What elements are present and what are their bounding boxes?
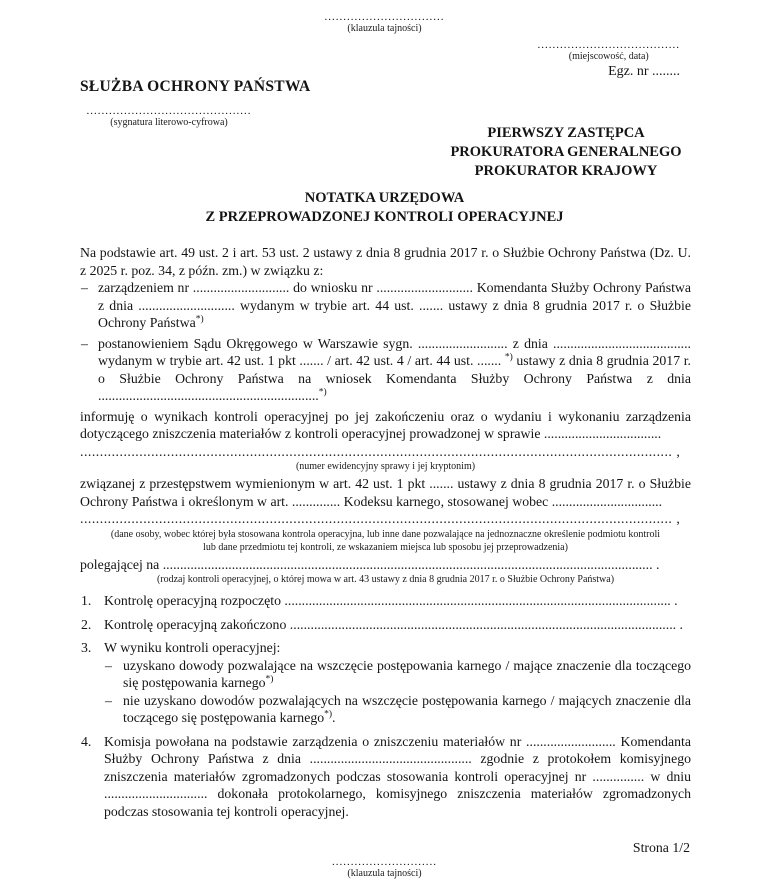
subject-fill-line: ...................................................................................................................................................... ,: [80, 511, 681, 526]
case-number-caption: (numer ewidencyjny sprawy i jej kryptonim): [295, 461, 476, 472]
document-title: [0, 189, 769, 227]
footnote-marker: *): [318, 387, 327, 398]
place-date-caption: (miejscowość, data): [568, 51, 649, 62]
signature-caption: (sygnatura literowo-cyfrowa): [110, 117, 228, 128]
footnote-marker: *): [504, 352, 513, 363]
signature-fill-line: ............................................: [86, 105, 252, 117]
document-title-line1: NOTATKA URZĘDOWA: [304, 190, 465, 206]
secrecy-fill-line: ................................: [324, 11, 445, 23]
court-decision-text-b: ustawy z dnia 8 grudnia 2017 r. o Służbie Ochrony Państwa na wniosek Komendanta Służby Ochrony Państwa z dnia: [98, 353, 691, 386]
dash-marker: –: [81, 280, 88, 295]
subject-caption-line2: lub dane przedmiotu tej kontroli, ze wskazaniem miejsca lub sposobu jej przeprowadzenia): [203, 541, 568, 553]
result-option-evidence: [104, 657, 691, 692]
addressee-line: PIERWSZY ZASTĘPCA: [487, 125, 645, 141]
document-body: [80, 244, 691, 820]
numbered-item-start: [80, 592, 691, 610]
subject-caption-line1: (dane osoby, wobec której była stosowana kontrola operacyjna, lub inne dane pozwalające na jednoznaczne określenie podmiotu kontroli: [110, 528, 661, 540]
item-number: 2.: [81, 616, 92, 632]
footnote-marker: *): [324, 709, 333, 720]
numbered-item-results: [80, 639, 691, 727]
item-start-text: Kontrolę operacyjną rozpoczęto ................................................................................................................ .: [104, 593, 678, 608]
place-date-block: [538, 40, 681, 63]
document-title-line2: Z PRZEPROWADZONEJ KONTROLI OPERACYJNEJ: [205, 209, 564, 225]
dash-marker: –: [105, 657, 112, 673]
item-results-text: W wyniku kontroli operacyjnej:: [104, 640, 281, 655]
page-number: Strona 1/2: [632, 840, 690, 855]
control-type-paragraph: polegającej na .............................................................................................................................................. .: [80, 556, 660, 572]
item-number: 3.: [81, 640, 92, 655]
item-number: 4.: [81, 733, 92, 749]
result-option-evidence-text: uzyskano dowody pozwalające na wszczęcie postępowania karnego / mające znaczenie dla toczącego się postępowania karnego: [123, 657, 691, 690]
sentence-period: .: [332, 710, 336, 725]
numbered-item-end: [80, 616, 691, 634]
result-option-no-evidence: [104, 692, 691, 727]
court-decision-text-a: postanowieniem Sądu Okręgowego w Warszawie sygn. .......................... z dnia ........................................ wydanym w trybie art. 42 ust. 1 pkt ....... / art. 42 ust. 4 / art. 44 ust. .......: [98, 335, 691, 368]
crime-paragraph: związanej z przestępstwem wymienionym w art. 42 ust. 1 pkt ....... ustawy z dnia 8 grudnia 2017 r. o Służbie Ochrony Państwa i określonym w art. .............. Kodeksu karnego, stosowanej wobec ................................: [80, 476, 691, 509]
item-end-text: Kontrolę operacyjną zakończono ................................................................................................................ .: [104, 616, 684, 632]
list-item-court-decision: [80, 335, 691, 405]
control-type-caption: (rodzaj kontroli operacyjnej, o której mowa w art. 43 ustawy z dnia 8 grudnia 2017 r. o Służbie Ochrony Państwa): [156, 574, 615, 585]
addressee-line: PROKURATORA GENERALNEGO: [450, 144, 682, 160]
secrecy-fill-line: ............................: [332, 856, 437, 868]
legal-basis-paragraph: Na podstawie art. 49 ust. 2 i art. 53 ust. 2 ustawy z dnia 8 grudnia 2017 r. o Służbie Ochrony Państwa (Dz. U. z 2025 r. poz. 34, z późn. zm.) w związku z:: [80, 245, 691, 278]
order-text: zarządzeniem nr ............................ do wniosku nr ............................ Komendanta Służby Ochrony Państwa z dnia ............................ wydanym w trybie art. 44 ust. ....... ustawy z dnia 8 grudnia 2017 r. o Służbie Ochrony Państwa: [98, 280, 691, 330]
organization-name: SŁUŻBA OCHRONY PAŃSTWA: [80, 78, 311, 95]
secrecy-caption: (klauzula tajności): [347, 868, 422, 879]
list-item-order: [80, 279, 691, 332]
signature-block: [80, 106, 258, 129]
place-date-fill-line: ......................................: [537, 39, 680, 51]
footnote-marker: *): [265, 674, 274, 685]
addressee-line: PROKURATOR KRAJOWY: [474, 163, 658, 179]
secrecy-caption: (klauzula tajności): [347, 23, 422, 34]
inform-paragraph: informuję o wynikach kontroli operacyjnej po jej zakończeniu oraz o wydaniu i wykonaniu zarządzenia dotyczącego zniszczenia materiałów z kontroli operacyjnej prowadzonej w sprawie ..................................: [80, 408, 691, 441]
dash-marker: –: [81, 335, 88, 351]
court-decision-fill-dots: ................................................................: [98, 388, 319, 403]
numbered-item-commission: [80, 733, 691, 821]
copy-number: Egz. nr ........: [608, 64, 680, 79]
dash-marker: –: [105, 692, 112, 708]
result-option-no-evidence-text: nie uzyskano dowodów pozwalających na wszczęcie postępowania karnego / mających znaczenie dla toczącego się postępowania karnego: [123, 692, 691, 725]
footnote-marker: *): [195, 314, 204, 325]
addressee-block: [430, 124, 702, 181]
item-commission-text: Komisja powołana na podstawie zarządzenia o zniszczeniu materiałów nr .......................... Komendanta Służby Ochrony Państwa z dnia ............................................... zgodnie z protokołem komisyjnego zniszczenia materiałów zgromadzonych podczas stosowania kontroli operacyjnej nr ............... w dniu .............................. dokonała protokolarnego, komisyjnego zniszczenia materiałów zgromadzonych podczas stosowania tej kontroli operacyjnej.: [104, 733, 691, 819]
top-secrecy-clause: [0, 12, 769, 35]
item-number: 1.: [81, 593, 92, 608]
subject-caption: [80, 528, 691, 554]
case-number-fill-line: ...................................................................................................................................................... ,: [80, 443, 681, 459]
bottom-secrecy-clause: [0, 857, 769, 880]
